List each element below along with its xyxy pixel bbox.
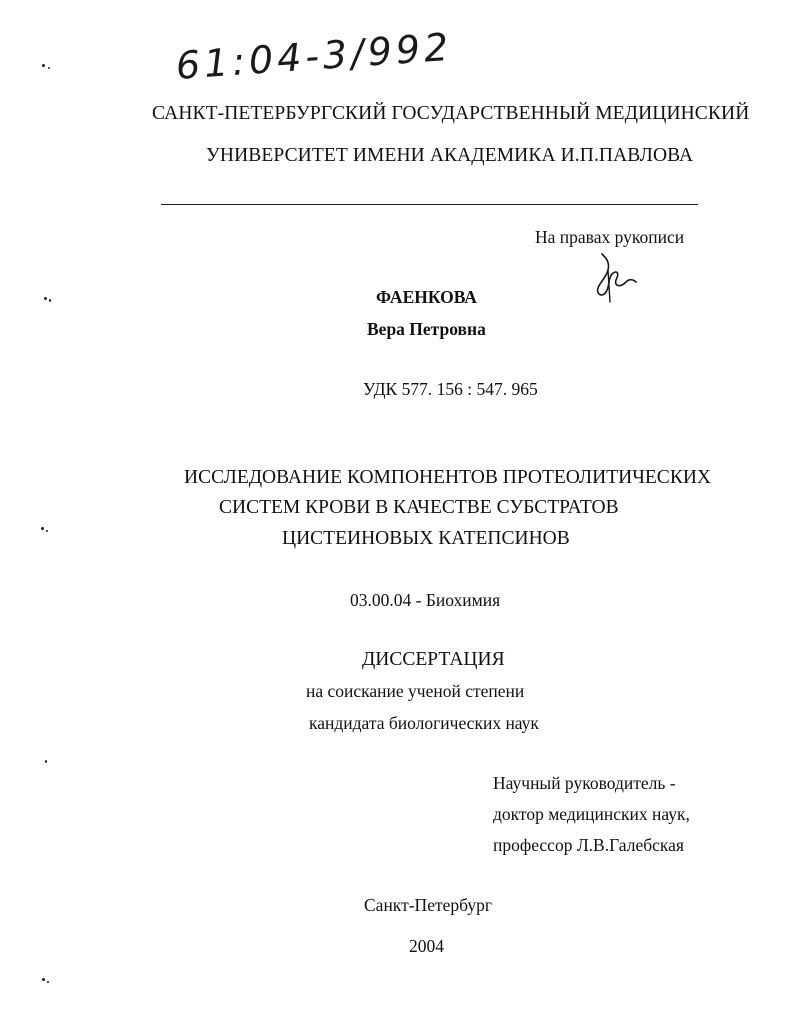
document-type: ДИССЕРТАЦИЯ (362, 649, 505, 670)
signature-icon (592, 248, 642, 304)
degree-line-2: кандидата биологических наук (309, 713, 539, 733)
scan-speck (47, 981, 49, 983)
supervisor-line-3: профессор Л.В.Галебская (493, 835, 684, 855)
supervisor-line-2: доктор медицинских наук, (493, 804, 690, 824)
scan-speck (42, 978, 45, 981)
udk-code: УДК 577. 156 : 547. 965 (363, 379, 538, 399)
scan-speck (42, 64, 45, 67)
university-name-line-1: САНКТ-ПЕТЕРБУРГСКИЙ ГОСУДАРСТВЕННЫЙ МЕДИЦИНСКИЙ (152, 103, 750, 124)
scan-speck (46, 530, 48, 532)
author-name: Вера Петровна (367, 319, 486, 339)
thesis-title-line-1: ИССЛЕДОВАНИЕ КОМПОНЕНТОВ ПРОТЕОЛИТИЧЕСКИХ (184, 467, 711, 488)
header-divider (161, 204, 698, 205)
scan-speck (48, 67, 50, 69)
scan-speck (49, 299, 51, 302)
degree-line-1: на соискание ученой степени (306, 681, 525, 701)
supervisor-line-1: Научный руководитель - (493, 773, 676, 793)
scan-speck (41, 527, 44, 530)
scan-speck (45, 760, 47, 763)
thesis-title-line-3: ЦИСТЕИНОВЫХ КАТЕПСИНОВ (282, 528, 570, 549)
year: 2004 (409, 936, 444, 956)
author-surname: ФАЕНКОВА (376, 287, 477, 307)
university-name-line-2: УНИВЕРСИТЕТ ИМЕНИ АКАДЕМИКА И.П.ПАВЛОВА (206, 145, 694, 166)
thesis-title-line-2: СИСТЕМ КРОВИ В КАЧЕСТВЕ СУБСТРАТОВ (219, 497, 619, 518)
city: Санкт-Петербург (364, 895, 493, 915)
specialty-code: 03.00.04 - Биохимия (350, 590, 501, 610)
handwritten-archive-code: 61:04-3/992 (174, 24, 454, 88)
manuscript-rights-note: На правах рукописи (535, 227, 685, 247)
scan-speck (44, 297, 47, 300)
